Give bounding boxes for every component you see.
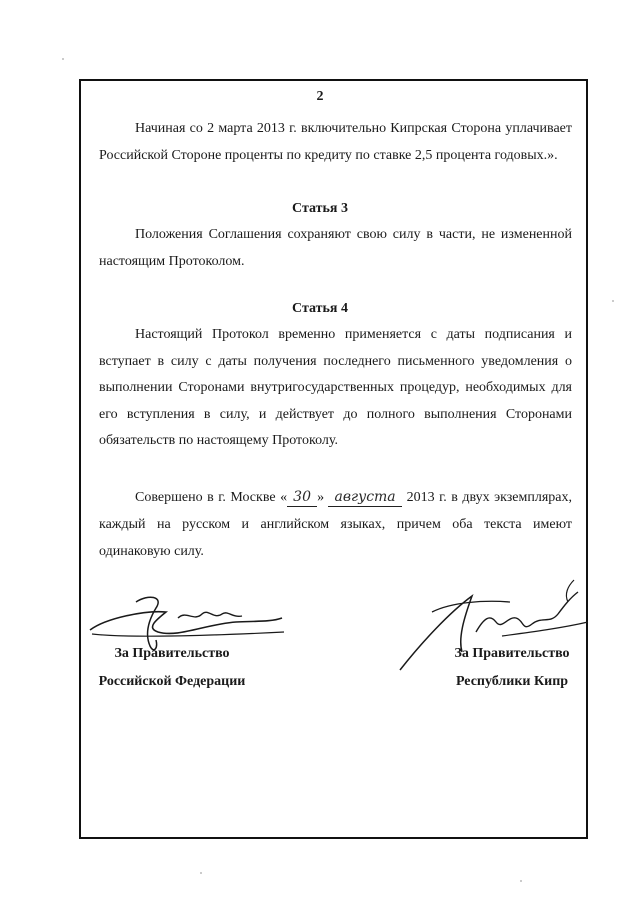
signature-right-line1: За Правительство [454, 646, 570, 661]
scan-speck [520, 880, 522, 882]
closing-prefix: Совершено в г. Москве « [135, 490, 288, 505]
page-number: 2 [316, 89, 324, 104]
paragraph-article-3: Положения Соглашения сохраняют свою силу в части, не измененной настоящим Протоколом. [99, 227, 572, 269]
signature-block-right [440, 640, 584, 696]
signature-left-line1: За Правительство [114, 646, 230, 661]
handwritten-month: августа [328, 488, 402, 507]
closing-suffix: 2013 г. в двух экземплярах, каждый на русском и английском языках, причем оба текста имеют одинаковую силу. [99, 490, 573, 559]
handwritten-day: 30 [287, 488, 317, 507]
signature-left-line2: Российской Федерации [98, 674, 246, 689]
closing-paragraph [99, 484, 572, 565]
article-4-heading: Статья 4 [292, 301, 348, 316]
document-border [79, 79, 588, 839]
signature-right-line2: Республики Кипр [455, 674, 569, 689]
paragraph-interest-rate: Начиная со 2 марта 2013 г. включительно Кипрская Сторона уплачивает Российской Стороне проценты по кредиту по ставке 2,5 процента годовых.». [99, 121, 572, 163]
signature-block-left [92, 640, 252, 696]
closing-mid: » [317, 490, 325, 505]
scan-speck [62, 58, 64, 60]
scan-speck [612, 300, 614, 302]
paragraph-article-4: Настоящий Протокол временно применяется с даты подписания и вступает в силу с даты получения последнего письменного уведомления о выполнении Сторонами внутригосударственных процедур, необходимых для его вступления в силу, и действует до полного выполнения Сторонами обязательств по настоящему Протоколу. [99, 327, 572, 448]
scan-speck [200, 872, 202, 874]
article-3-heading: Статья 3 [292, 201, 348, 216]
